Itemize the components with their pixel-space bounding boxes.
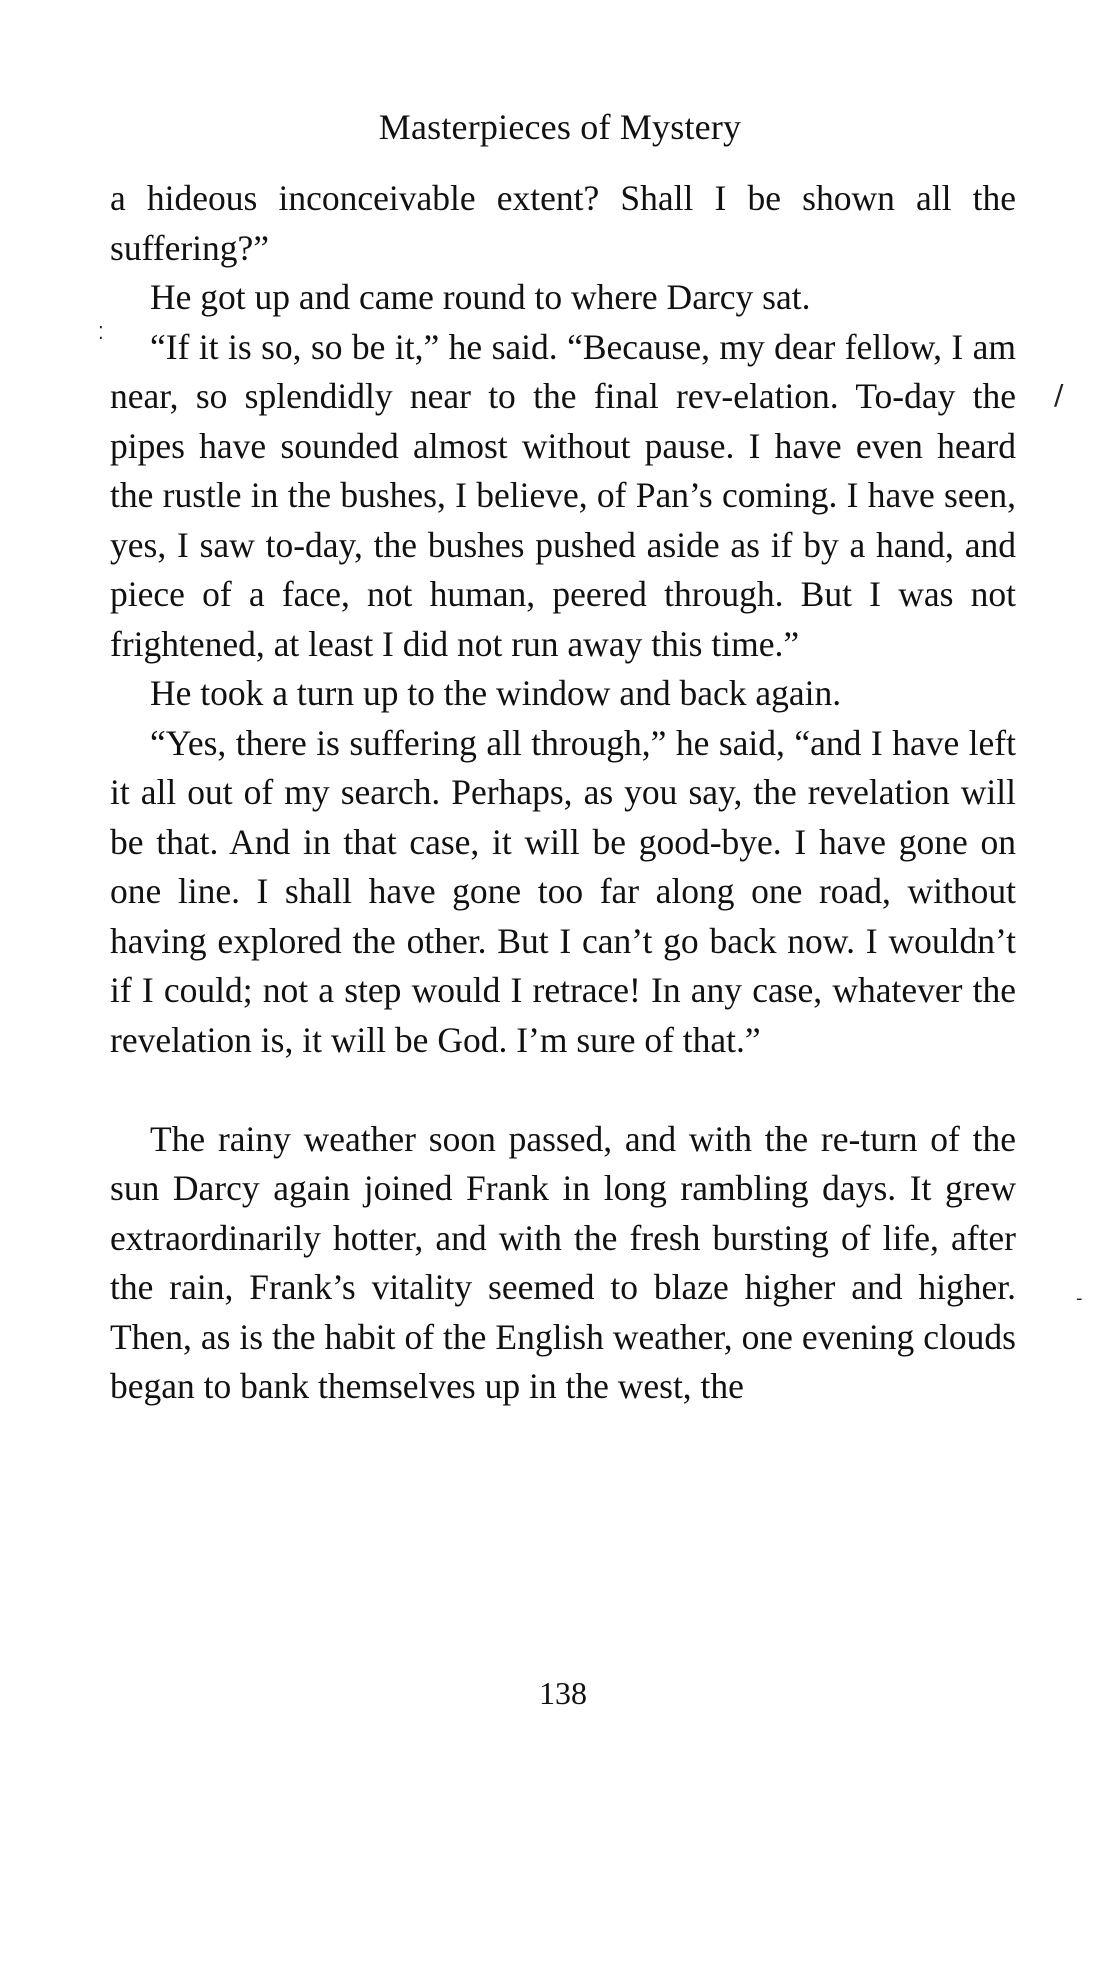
paragraph-continuation: a hideous inconceivable extent? Shall I be shown all the suffering?” [110, 178, 1016, 268]
body-text [110, 174, 1016, 1412]
paragraph: He got up and came round to where Darcy sat. [150, 277, 811, 317]
paragraph: He took a turn up to the window and back again. [150, 673, 842, 713]
paragraph: “If it is so, so be it,” he said. “Because, my dear fellow, I am near, so splendidly near to the final rev-elation. To-day the pipes have sounded almost without pause. I have even heard the rustle in the bushes, I believe, of Pan’s coming. I have seen, yes, I saw to-day, the bushes pushed aside as if by a hand, and piece of a face, not human, peered through. But I was not frightened, at least I did not run away this time.” [110, 326, 1016, 664]
margin-dash-mark: - [1076, 1288, 1083, 1309]
margin-slash-mark: / [1054, 378, 1064, 411]
margin-speck-mark: ⁚ [98, 323, 104, 344]
page-number: 138 [539, 1675, 587, 1711]
running-title: Masterpieces of Mystery [378, 107, 742, 147]
paragraph-new-section: The rainy weather soon passed, and with the re-turn of the sun Darcy again joined Frank in long rambling days. It grew extraordinarily hotter, and with the fresh bursting of life, after the rain, Frank’s vitality seemed to blaze higher and higher. Then, as is the habit of the English weather, one evening clouds began to bank themselves up in the west, the [110, 1118, 1016, 1406]
paragraph: “Yes, there is suffering all through,” he said, “and I have left it all out of my search. Perhaps, as you say, the revelation will be that. And in that case, it will be good-bye. I have gone on one line. I shall have gone too far along one road, without having explored the other. But I can’t go back now. I wouldn’t if I could; not a step would I retrace! In any case, whatever the revelation is, it will be God. I’m sure of that.” [110, 722, 1016, 1060]
